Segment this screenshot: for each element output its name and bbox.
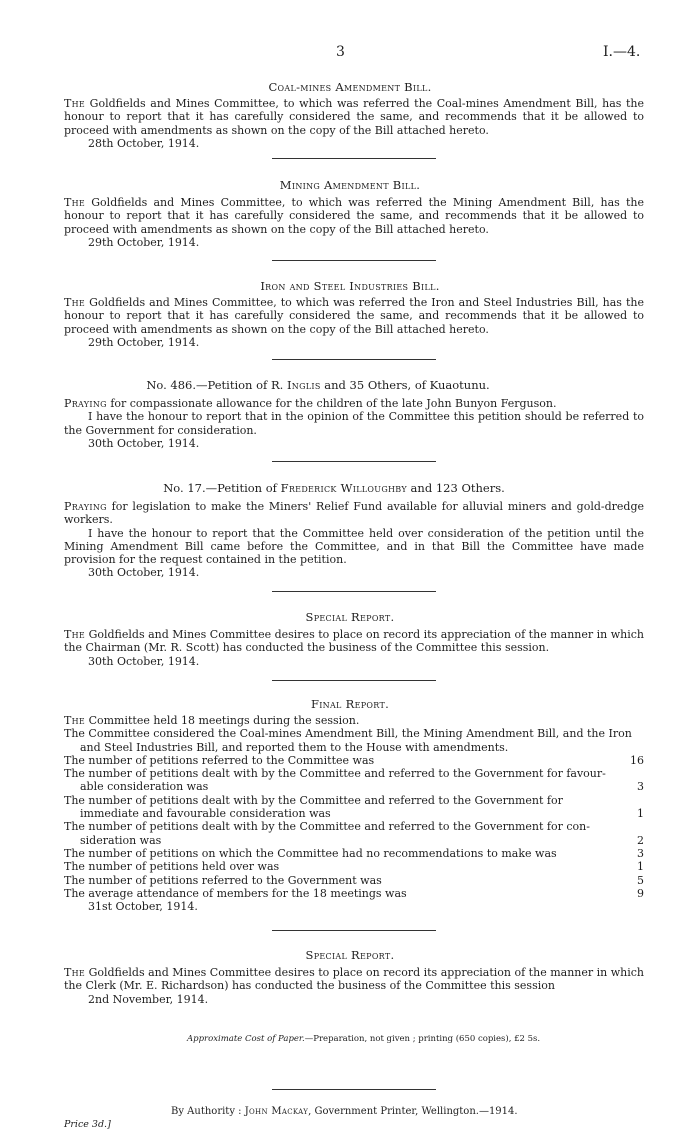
paragraph-text: for compassionate allowance for the children of the late John Bunyon Ferguson.: [110, 397, 557, 410]
statistic-value: 9: [637, 886, 644, 900]
section-body: [64, 196, 644, 249]
statistic-row: The average attendance of members for the 18 meetings was 9: [64, 886, 644, 900]
statistic-value: 1: [637, 860, 644, 874]
cost-label: Approximate Cost of Paper.: [187, 1034, 305, 1044]
section-title: Mining Amendment Bill.: [279, 178, 421, 192]
paragraph-text: for legislation to make the Miners' Relief Fund available for alluvial miners and gold-dredge workers.: [64, 500, 644, 527]
section-title: Special Report.: [305, 610, 395, 624]
section-body: [64, 296, 644, 349]
report-date: 28th October, 1914.: [88, 136, 200, 150]
statistic-row: The number of petitions held over was 1: [64, 860, 644, 874]
report-date: 29th October, 1914.: [88, 335, 200, 349]
statistic-value: 3: [637, 846, 644, 860]
section-title: Final Report.: [310, 697, 390, 711]
divider-rule: [272, 1089, 436, 1090]
printer-name: John Mackay: [244, 1106, 309, 1117]
lead-word: Praying: [64, 500, 107, 513]
paragraph-text: I have the honour to report that in the opinion of the Committee this petition should be referred to the Government for consideration.: [64, 410, 644, 437]
petitioner-name: Frederick Willoughby: [280, 481, 407, 495]
page-number: 3: [336, 44, 345, 60]
lead-word: The: [64, 714, 86, 727]
divider-rule: [272, 158, 436, 159]
section-body: [64, 97, 644, 150]
report-date: 30th October, 1914.: [88, 436, 200, 450]
lead-word: The: [64, 966, 86, 979]
statistic-row: The number of petitions dealt with by the Committee and referred to the Government for favour- able consideration was 3: [64, 767, 644, 794]
section-title: Coal-mines Amendment Bill.: [268, 80, 432, 94]
printer-authority: By Authority : John Mackay, Government Printer, Wellington.—1914.: [171, 1106, 518, 1117]
paragraph-text: The Committee considered the Coal-mines Amendment Bill, the Mining Amendment Bill, and the Iron and Steel Industries Bill, and reported them to the House with amendments.: [64, 727, 632, 754]
cost-note: [187, 1034, 540, 1044]
section-title: Iron and Steel Industries Bill.: [260, 279, 440, 293]
paragraph-text: Committee held 18 meetings during the session.: [88, 714, 360, 727]
petition-body: [64, 397, 644, 450]
statistic-value: 3: [637, 780, 644, 794]
section-body: [64, 628, 644, 668]
paragraph-text: Goldfields and Mines Committee desires to place on record its appreciation of the manner in which the Clerk (Mr. E. Richardson) has conducted the business of the Committee this session: [64, 966, 644, 993]
lead-word: The: [64, 97, 86, 110]
price-label: Price 3d.]: [64, 1119, 111, 1130]
report-date: 31st October, 1914.: [88, 900, 198, 914]
paragraph-text: Goldfields and Mines Committee, to which was referred the Mining Amendment Bill, has the honour to report that it has carefully considered the same, and recommends that it be allowed to proceed with amendments as shown on the copy of the Bill attached hereto.: [64, 196, 645, 236]
report-date: 30th October, 1914.: [88, 566, 200, 580]
statistic-row: The number of petitions dealt with by the Committee and referred to the Government for con- sideration was 2: [64, 820, 644, 847]
lead-word: Praying: [64, 397, 107, 410]
report-date: 30th October, 1914.: [88, 654, 200, 668]
lead-word: The: [64, 196, 86, 209]
report-date: 29th October, 1914.: [88, 235, 200, 249]
divider-rule: [272, 359, 436, 360]
statistic-row: The number of petitions on which the Committee had no recommendations to make was 3: [64, 846, 644, 860]
section-body: [64, 966, 644, 1006]
statistic-row: The number of petitions referred to the Government was 5: [64, 873, 644, 887]
paragraph-text: I have the honour to report that the Committee held over consideration of the petition until the Mining Amendment Bill came before the Committee, and in that Bill the Committee have made provision for the request contained in the petition.: [64, 526, 644, 567]
petitioner-name: Inglis: [286, 378, 321, 392]
document-reference: I.—4.: [603, 44, 641, 60]
report-date: 2nd November, 1914.: [88, 992, 209, 1006]
divider-rule: [272, 591, 436, 592]
lead-word: The: [64, 296, 86, 309]
statistic-row: The number of petitions dealt with by the Committee and referred to the Government for immediate and favourable consideration was 1: [64, 793, 644, 821]
paragraph-text: Goldfields and Mines Committee, to which was referred the Iron and Steel Industries Bill, has the honour to report that it has carefully considered the same, and recommends that it be allowed to proceed with amendments as shown on the copy of the Bill attached hereto.: [64, 296, 644, 336]
final-report-body: [64, 714, 644, 913]
statistic-value: 2: [637, 833, 644, 847]
statistic-row: The number of petitions referred to the Committee was 16: [64, 753, 644, 767]
statistic-value: 5: [637, 873, 644, 887]
divider-rule: [272, 930, 436, 931]
paragraph-text: Goldfields and Mines Committee, to which was referred the Coal-mines Amendment Bill, has the honour to report that it has carefully considered the same, and recommends that it be allowed to proceed with amendments as shown on the copy of the Bill attached hereto.: [64, 97, 644, 137]
petition-title: No. 486.—Petition of R. Inglis and 35 Others, of Kuaotunu.: [146, 378, 490, 392]
statistic-value: 1: [637, 807, 644, 821]
divider-rule: [272, 260, 436, 261]
divider-rule: [272, 680, 436, 681]
lead-word: The: [64, 628, 86, 641]
petition-title: No. 17.—Petition of Frederick Willoughby and 123 Others.: [163, 481, 505, 495]
statistic-value: 16: [630, 753, 644, 767]
section-title: Special Report.: [305, 948, 395, 962]
divider-rule: [272, 461, 436, 462]
cost-text: —Preparation, not given ; printing (650 copies), £2 5s.: [304, 1034, 541, 1044]
paragraph-text: Goldfields and Mines Committee desires to place on record its appreciation of the manner in which the Chairman (Mr. R. Scott) has conducted the business of the Committee this session.: [64, 628, 644, 655]
petition-body: [64, 500, 644, 580]
